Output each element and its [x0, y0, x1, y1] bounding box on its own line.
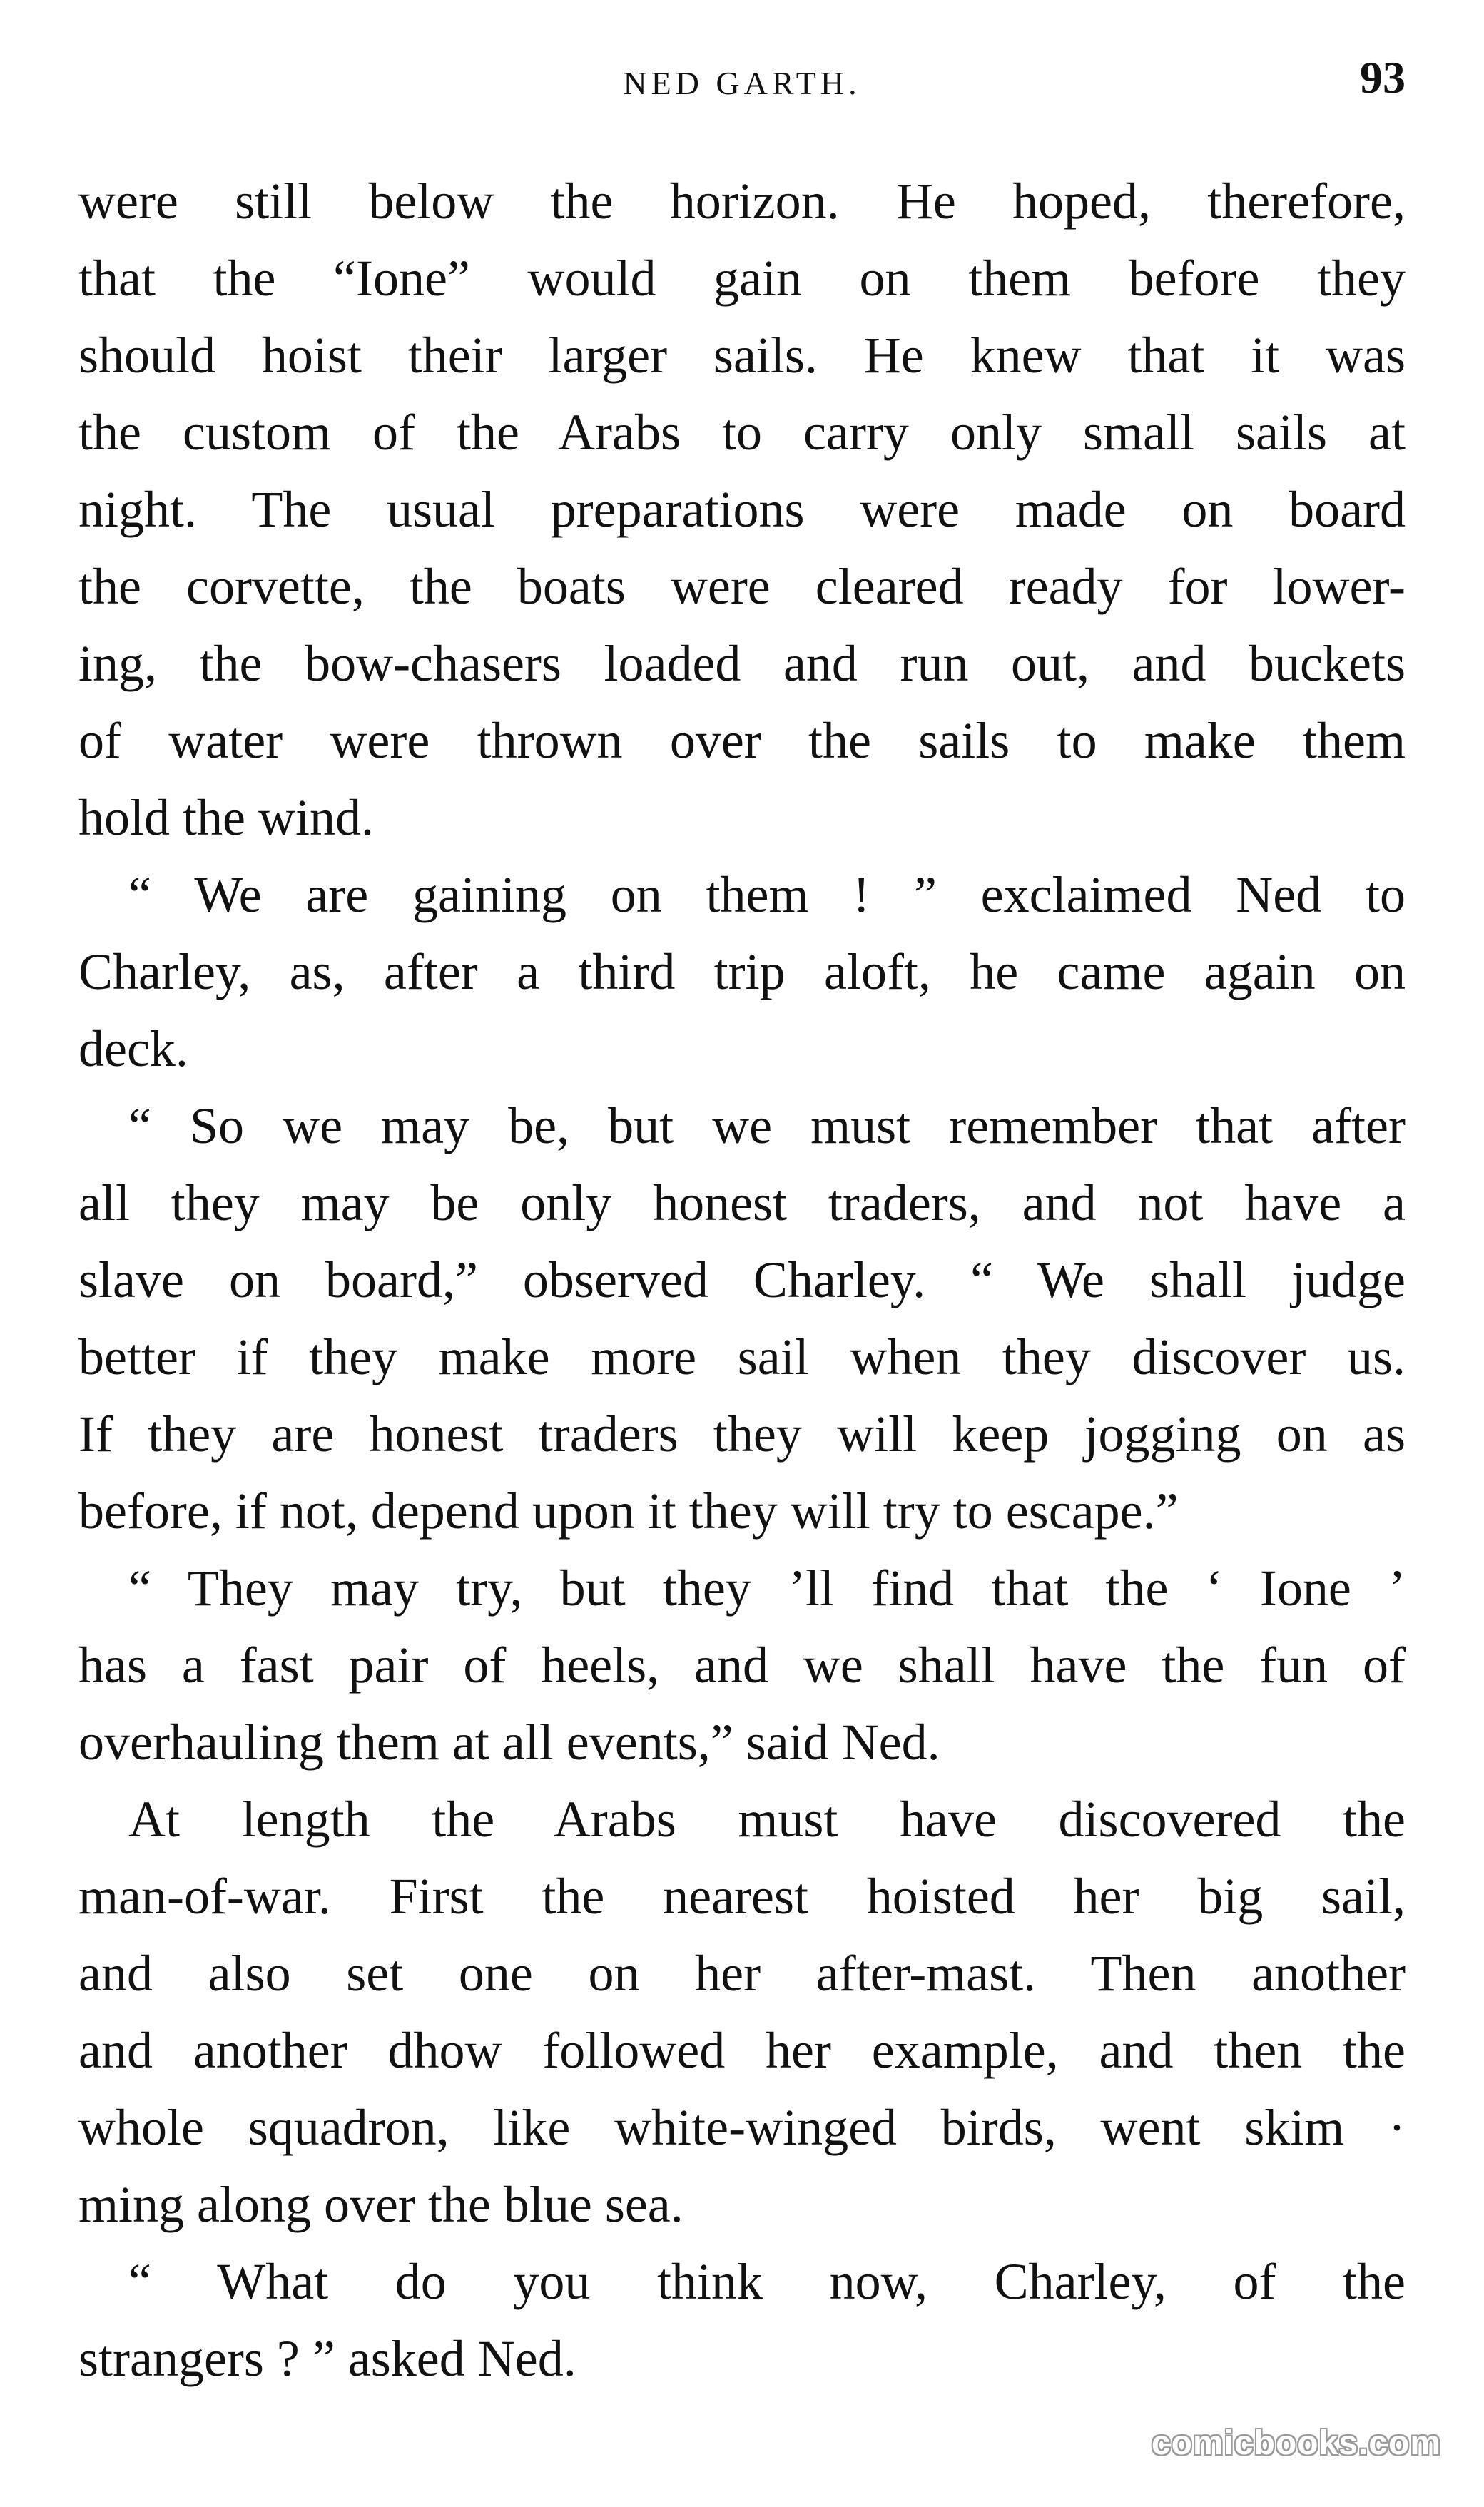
text-line: overhauling them at all events,” said Ned.: [78, 1714, 940, 1771]
text-line: night. The usual preparations were made on board: [78, 481, 1406, 538]
text-line: deck.: [78, 1020, 188, 1077]
text-line: the custom of the Arabs to carry only small sails at: [78, 404, 1406, 461]
text-line: were still below the horizon. He hoped, therefore,: [78, 173, 1406, 230]
running-title: NED GARTH.: [623, 65, 861, 101]
text-line: “ They may try, but they ’ll find that the ‘ Ione ’: [128, 1560, 1406, 1617]
text-line: “ So we may be, but we must remember that after: [128, 1097, 1406, 1154]
text-line: of water were thrown over the sails to make them: [78, 712, 1406, 769]
text-line: If they are honest traders they will keep jogging on as: [78, 1405, 1406, 1463]
watermark: comicbooks.com: [1151, 2424, 1441, 2462]
text-line: the corvette, the boats were cleared ready for lower-: [78, 558, 1406, 615]
body-text: [78, 163, 1406, 2397]
page-number: 93: [1360, 52, 1406, 103]
page-header: [78, 51, 1406, 123]
text-line: and also set one on her after-mast. Then another: [78, 1945, 1406, 2002]
text-line: At length the Arabs must have discovered the: [128, 1791, 1406, 1848]
text-line: man-of-war. First the nearest hoisted her big sail,: [78, 1868, 1406, 1925]
text-line: Charley, as, after a third trip aloft, he came again on: [78, 943, 1406, 1000]
text-line: has a fast pair of heels, and we shall have the fun of: [78, 1637, 1406, 1694]
text-line: all they may be only honest traders, and not have a: [78, 1174, 1406, 1231]
text-line: whole squadron, like white-winged birds, went skim ·: [78, 2099, 1406, 2156]
text-line: ming along over the blue sea.: [78, 2176, 683, 2233]
text-line: better if they make more sail when they discover us.: [78, 1328, 1406, 1385]
text-line: and another dhow followed her example, and then the: [78, 2022, 1406, 2079]
text-line: hold the wind.: [78, 789, 374, 846]
text-line: before, if not, depend upon it they will try to escape.”: [78, 1483, 1179, 1540]
text-line: that the “Ione” would gain on them before they: [78, 250, 1406, 307]
text-line: “ What do you think now, Charley, of the: [128, 2253, 1406, 2310]
text-line: slave on board,” observed Charley. “ We shall judge: [78, 1251, 1406, 1308]
text-line: “ We are gaining on them ! ” exclaimed Ned to: [128, 866, 1406, 923]
text-line: ing, the bow-chasers loaded and run out, and buckets: [78, 635, 1406, 692]
text-line: should hoist their larger sails. He knew that it was: [78, 327, 1406, 384]
text-line: strangers ? ” asked Ned.: [78, 2330, 576, 2387]
